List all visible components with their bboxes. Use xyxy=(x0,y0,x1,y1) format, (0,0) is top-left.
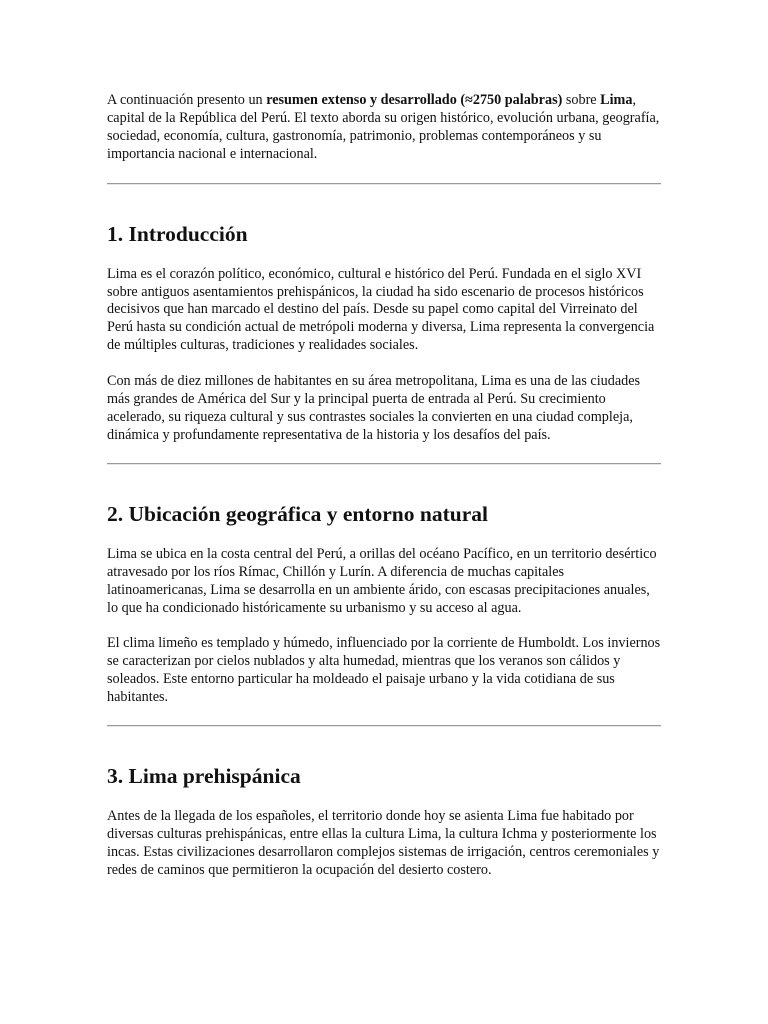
section-heading-ubicacion: 2. Ubicación geográfica y entorno natural xyxy=(107,501,488,526)
intro-text-3: , capital de la República del Perú. El texto aborda su origen histórico, evolución urbana, geografía, sociedad, economía, cultura, gastronomía, patrimonio, problemas contemporáneos y su importancia nacional e internacional. xyxy=(107,92,660,162)
section-heading-lima-prehispanica: 3. Lima prehispánica xyxy=(107,764,301,789)
section-2-paragraph-2: El clima limeño es templado y húmedo, influenciado por la corriente de Humboldt. Los inviernos se caracterizan por cielos nublados y alta humedad, mientras que los veranos son cálidos y soleados. Este entorno particular ha moldeado el paisaje urbano y la vida cotidiana de sus habitantes. xyxy=(107,635,661,706)
divider-3 xyxy=(107,725,661,727)
intro-text-1: A continuación presento un xyxy=(107,92,267,108)
divider-2 xyxy=(107,463,661,465)
section-heading-introduccion: 1. Introducción xyxy=(107,221,248,246)
section-2-paragraph-1: Lima se ubica en la costa central del Perú, a orillas del océano Pacífico, en un territorio desértico atravesado por los ríos Rímac, Chillón y Lurín. A diferencia de muchas capitales latinoamericanas, Lima se desarrolla en un ambiente árido, con escasas precipitaciones anuales, lo que ha condicionado históricamente su urbanismo y su acceso al agua. xyxy=(107,545,657,616)
section-1-paragraph-1: Lima es el corazón político, económico, cultural e histórico del Perú. Fundada en el siglo XVI sobre antiguos asentamientos prehispánicos, la ciudad ha sido escenario de procesos históricos decisivos que han marcado el destino del país. Desde su papel como capital del Virreinato del Perú hasta su condición actual de metrópoli moderna y diversa, Lima representa la convergencia de múltiples culturas, tradiciones y realidades sociales. xyxy=(107,265,655,354)
intro-bold-lima: Lima xyxy=(600,92,633,108)
intro-text-2: sobre xyxy=(562,92,601,108)
intro-bold-summary: resumen extenso y desarrollado (≈2750 palabras) xyxy=(266,92,563,108)
divider-1 xyxy=(107,183,661,185)
section-1-paragraph-2: Con más de diez millones de habitantes en su área metropolitana, Lima es una de las ciudades más grandes de América del Sur y la principal puerta de entrada al Perú. Su crecimiento acelerado, su riqueza cultural y sus contrastes sociales la convierten en una ciudad compleja, dinámica y profundamente representativa de la historia y los desafíos del país. xyxy=(107,373,641,443)
section-3-paragraph-1: Antes de la llegada de los españoles, el territorio donde hoy se asienta Lima fue habitado por diversas culturas prehispánicas, entre ellas la cultura Lima, la cultura Ichma y posteriormente los incas. Estas civilizaciones desarrollaron complejos sistemas de irrigación, centros ceremoniales y redes de caminos que permitieron la ocupación del desierto costero. xyxy=(107,808,660,878)
intro-paragraph xyxy=(107,92,661,164)
